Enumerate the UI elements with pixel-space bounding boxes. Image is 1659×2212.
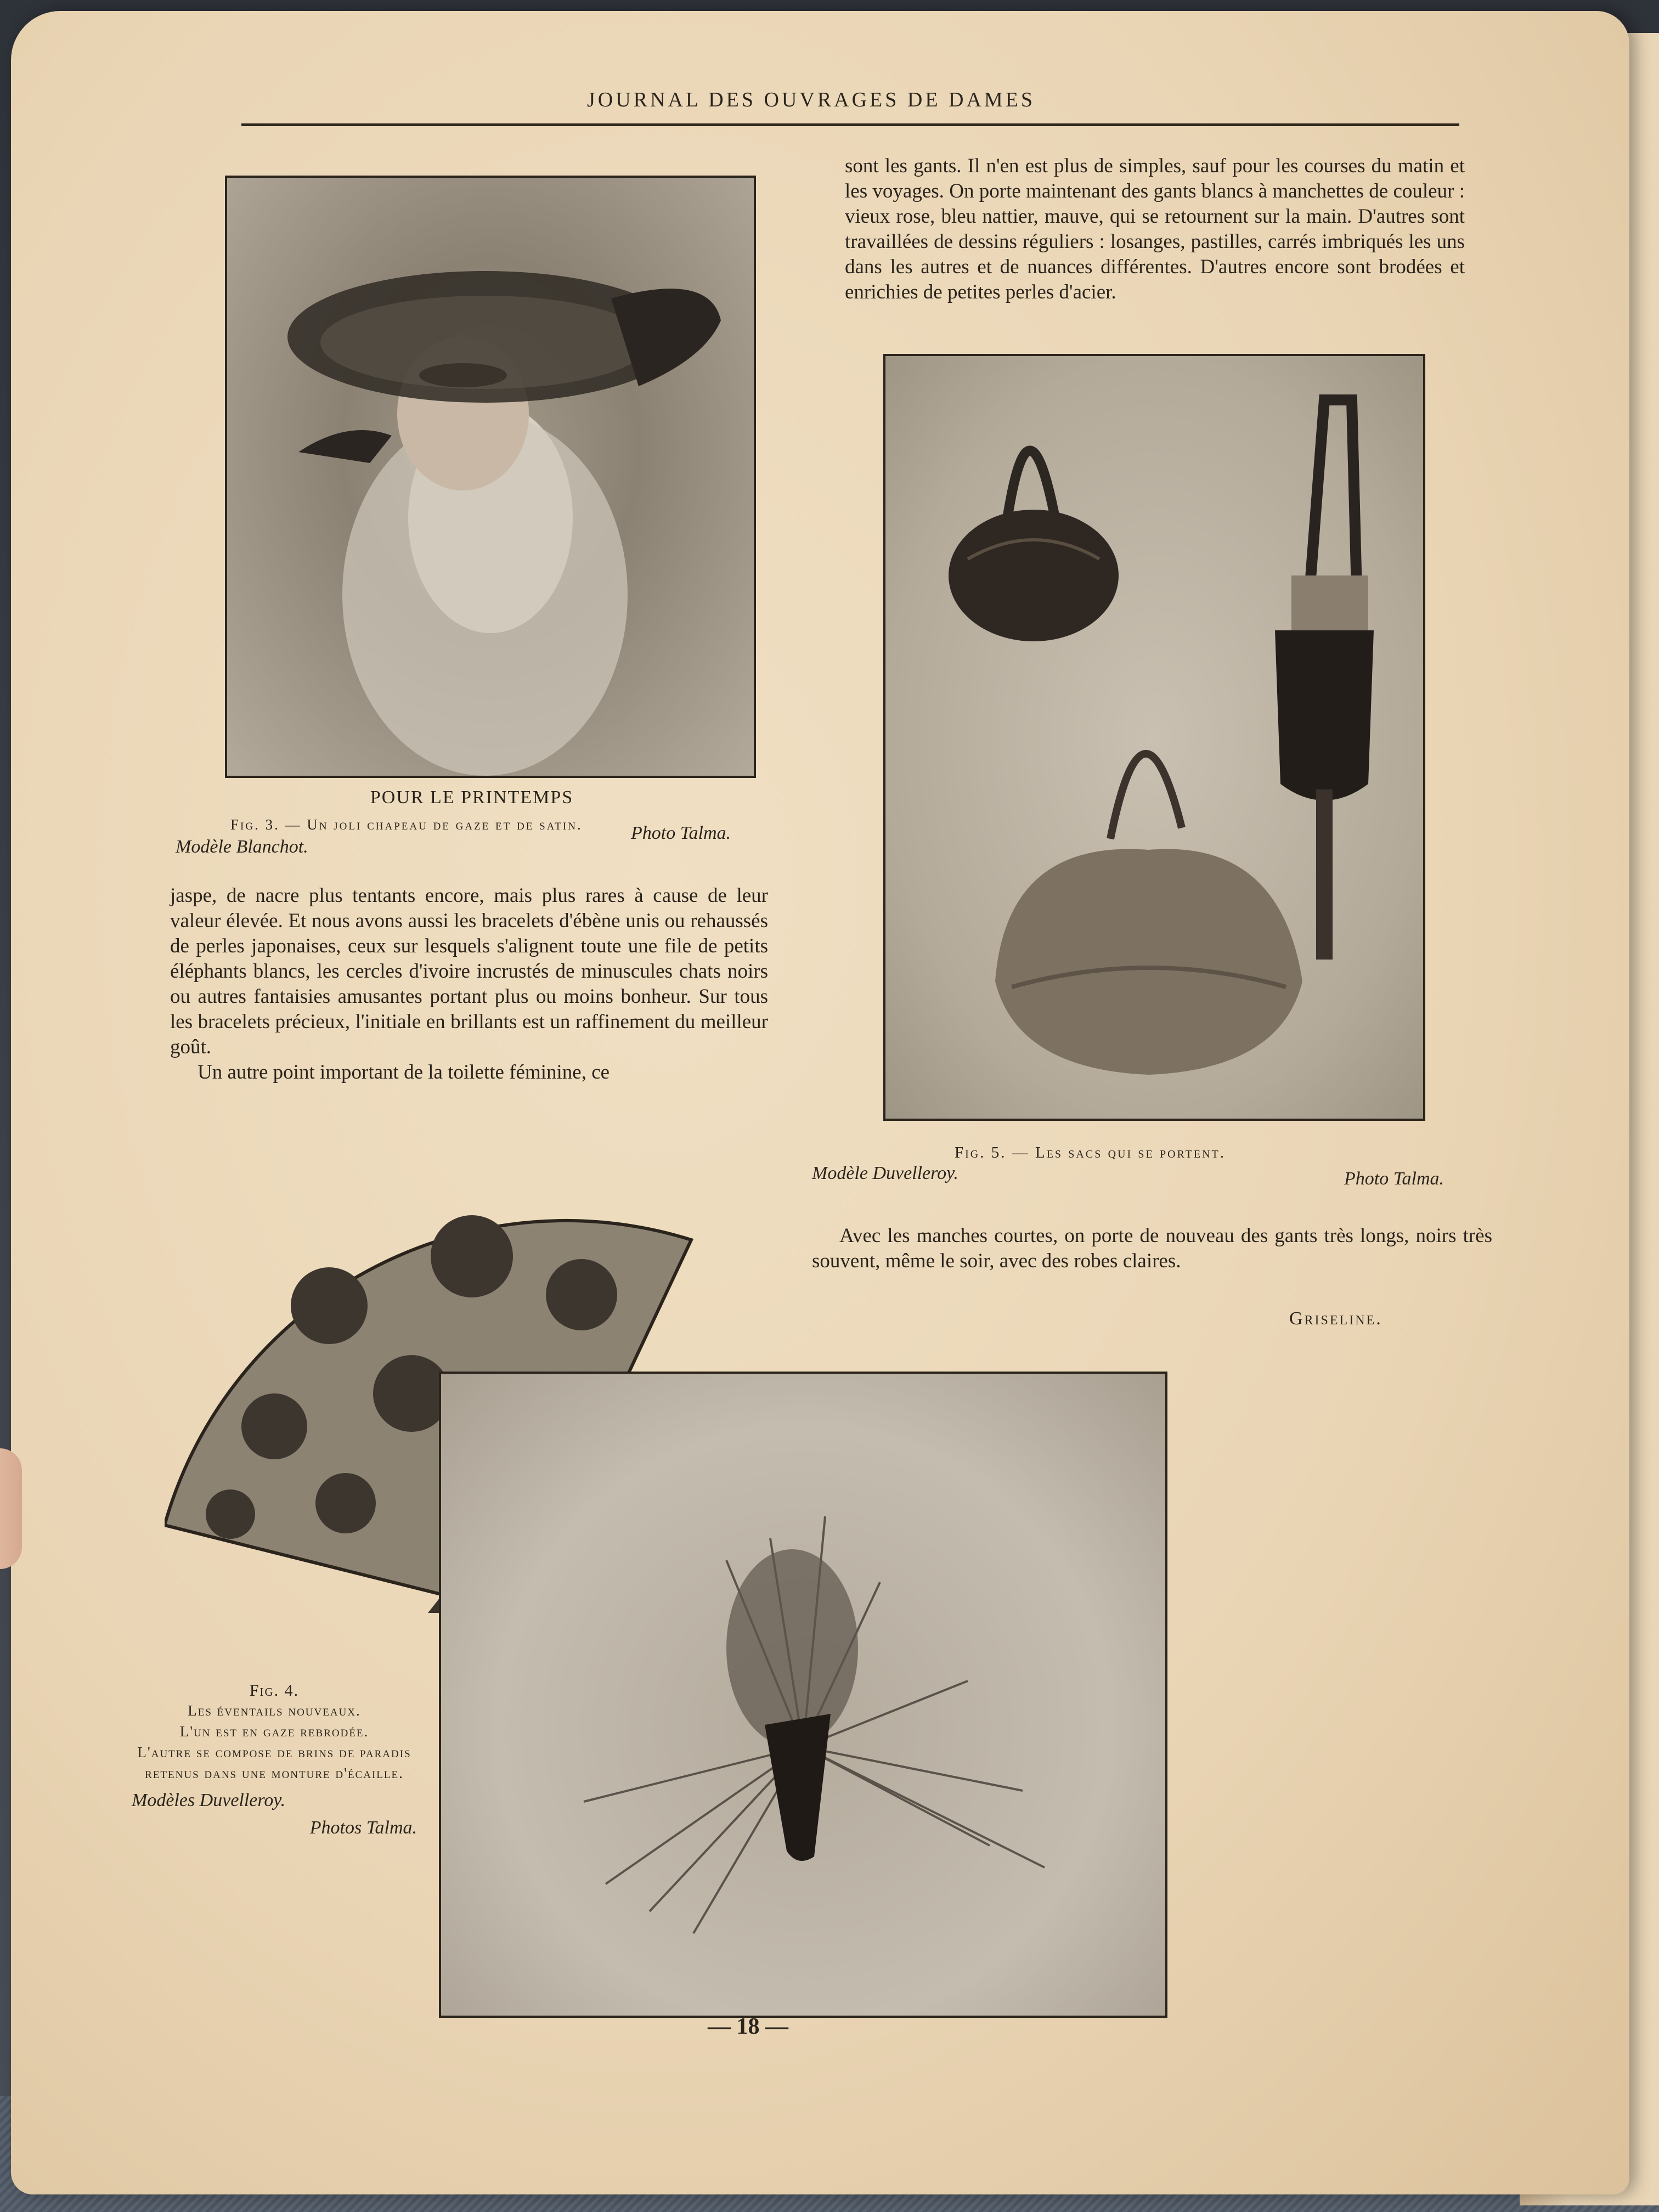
fig4-title: Les éventails nouveaux. [188,1702,361,1719]
left-paragraph-2: Un autre point important de la toilette féminine, ce [198,1061,610,1084]
left-paragraph-1: jaspe, de nacre plus tentants encore, mais plus rares à cause de leur valeur élevée. Et nous avons aussi les bracelets d'ébène unis ou rehaussés de perles japonaises, ceux sur lesquels s'alignent toute une file de petits éléphants blancs, les cercles d'ivoire incrustés de minuscules chats noirs ou autres fantaisies amusantes portant plus ou moins bonheur. Sur tous les bracelets précieux, l'initiale en brillants est un raffinement du meilleur goût. [170,884,768,1058]
fig3-model-credit: Modèle Blanchot. [176,837,308,857]
thumb [0,1448,22,1569]
fig3-photo-credit: Photo Talma. [631,823,731,843]
magazine-page [11,11,1629,2194]
right-column-top-text [845,154,1465,305]
hat-photo [225,176,756,778]
right-column-bottom-text [812,1223,1492,1274]
fig4-number: Fig. 4. [249,1681,300,1700]
fig3-heading: POUR LE PRINTEMPS [370,787,574,808]
left-column-text [170,883,768,1085]
journal-header: JOURNAL DES OUVRAGES DE DAMES [587,88,1036,111]
page-number: — 18 — [708,2014,788,2039]
fig3-caption: Fig. 3. — Un joli chapeau de gaze et de satin. [230,816,583,833]
feather-fan-illustration [441,1374,1165,2016]
bags-illustration [885,356,1423,1119]
fig4-line-2: L'autre se compose de brins de paradis retenus dans une monture d'écaille. [137,1744,411,1781]
fig4-photo-credit: Photos Talma. [309,1818,417,1838]
author-signature: Griseline. [1289,1308,1383,1329]
fig4-line-1: L'un est en gaze rebrodée. [179,1723,369,1740]
hat-illustration [227,178,754,776]
right-paragraph-1: sont les gants. Il n'en est plus de simples, sauf pour les courses du matin et les voyages. On porte maintenant des gants blancs à manchettes de couleur : vieux rose, bleu nattier, mauve, qui se retournent sur la main. D'autres sont travaillées de dessins réguliers : losanges, pastilles, carrés imbriqués les uns dans les autres et de nuances différentes. D'autres encore sont brodées et enrichies de petites perles d'acier. [845,155,1465,303]
fig5-model-credit: Modèle Duvelleroy. [812,1163,958,1183]
fig5-caption: Fig. 5. — Les sacs qui se portent. [955,1144,1226,1161]
fig5-photo-credit: Photo Talma. [1344,1169,1444,1189]
header-rule [241,123,1459,126]
feather-fan-photo [439,1372,1167,2018]
bags-photo [883,354,1425,1121]
right-paragraph-2: Avec les manches courtes, on porte de nouveau des gants très longs, noirs très souvent, même le soir, avec des robes claires. [812,1224,1492,1272]
fig4-model-credit: Modèles Duvelleroy. [132,1790,286,1810]
fig4-caption-block [132,1681,417,1838]
